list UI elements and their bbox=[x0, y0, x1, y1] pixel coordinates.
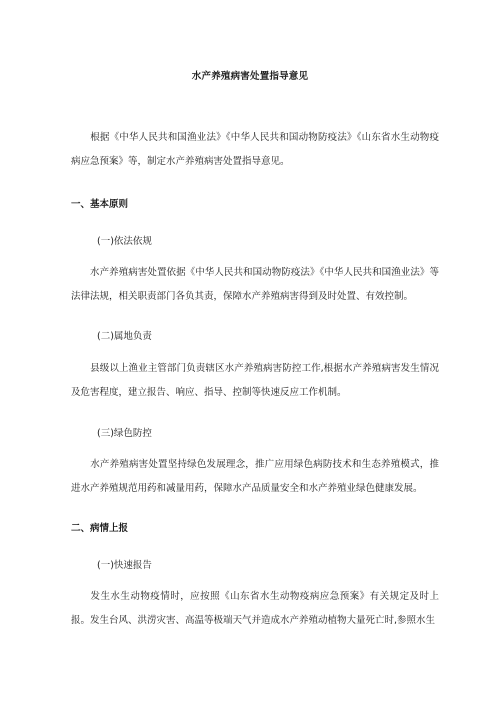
subheading-territorial: (二)属地负责 bbox=[97, 331, 152, 342]
document-title: 水产养殖病害处置指导意见 bbox=[191, 71, 309, 82]
paragraph-green bbox=[71, 453, 439, 501]
paragraph-text: 发生水生动物疫情时，应按照《山东省水生动物疫病应急预案》有关规定及时上报。发生台风、洪涝灾害、高温等极端天气并造成水产养殖动植物大量死亡时,参照水生 bbox=[71, 591, 439, 626]
paragraph-quick-report bbox=[71, 585, 439, 633]
intro-text: 根据《中华人民共和国渔业法》《中华人民共和国动物防疫法》《山东省水生动物疫病应急预案》等，制定水产养殖病害处置指导意见。 bbox=[71, 132, 439, 167]
intro-paragraph bbox=[71, 126, 439, 174]
subheading-quick-report: (一)快速报告 bbox=[97, 560, 152, 571]
paragraph-text: 县级以上渔业主管部门负责辖区水产养殖病害防控工作,根据水产养殖病害发生情况及危害程度，建立报告、响应、指导、控制等快速反应工作机制。 bbox=[71, 363, 439, 398]
subheading-green: (三)绿色防控 bbox=[97, 428, 152, 439]
section-heading-principles: 一、基本原则 bbox=[71, 199, 129, 210]
paragraph-territorial bbox=[71, 357, 439, 405]
paragraph-text: 水产养殖病害处置坚持绿色发展理念，推广应用绿色病防技术和生态养殖模式，推进水产养殖规范用药和减量用药，保障水产品质量安全和水产养殖业绿色健康发展。 bbox=[71, 459, 439, 494]
section-heading-reporting: 二、病情上报 bbox=[71, 523, 129, 534]
paragraph-text: 水产养殖病害处置依据《中华人民共和国动物防疫法》《中华人民共和国渔业法》等法律法规，相关职责部门各负其责，保障水产养殖病害得到及时处置、有效控制。 bbox=[71, 267, 439, 302]
subheading-lawful: (一)依法依规 bbox=[97, 236, 152, 247]
paragraph-lawful bbox=[71, 261, 439, 309]
